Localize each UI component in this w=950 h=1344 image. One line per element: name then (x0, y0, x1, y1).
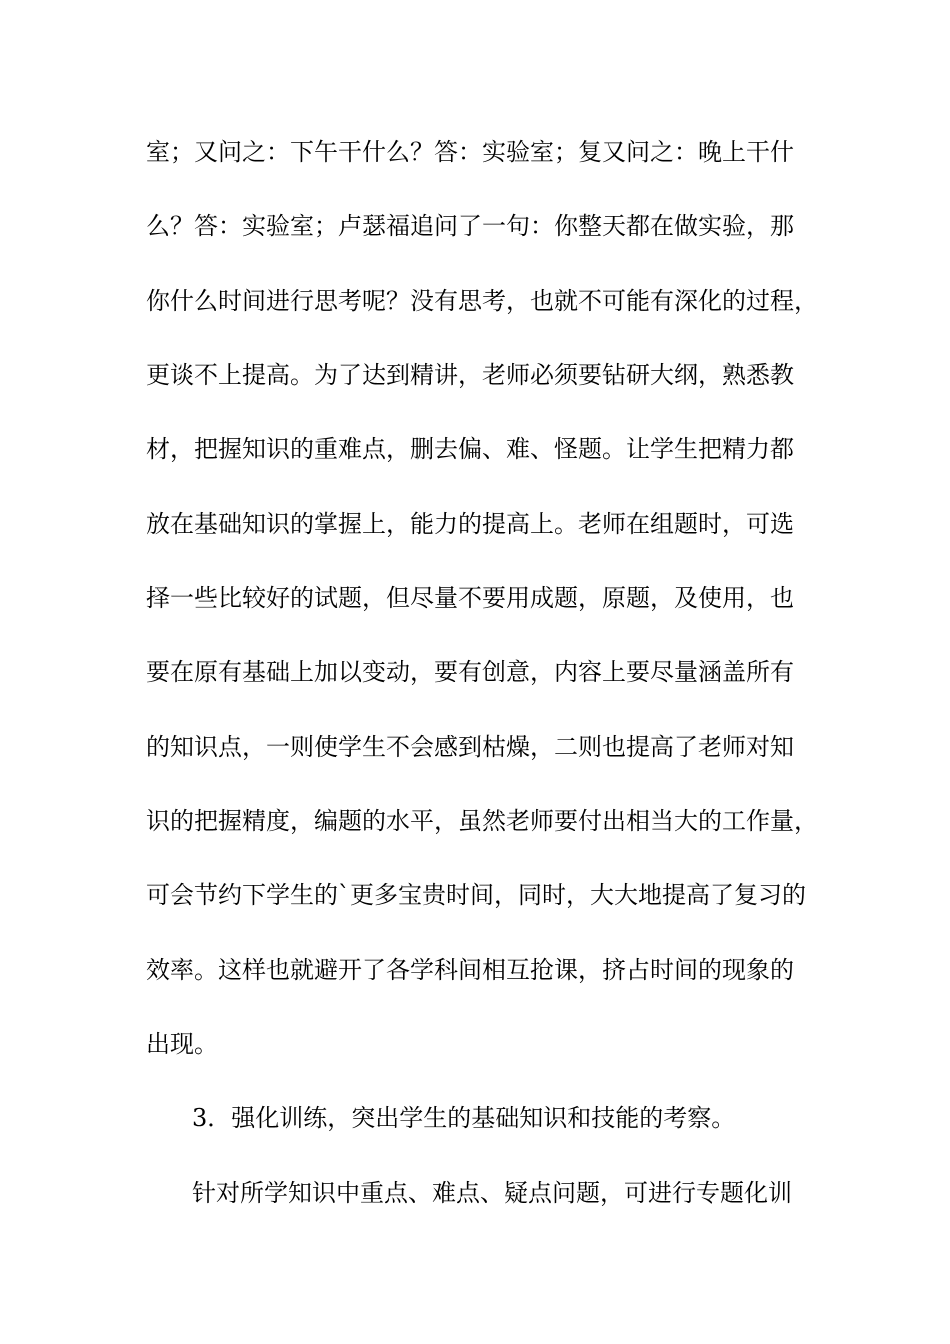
text-line: 出现。 (146, 1030, 218, 1058)
text-line: 识的把握精度，编题的水平，虽然老师要付出相当大的工作量， (146, 807, 818, 835)
text-line: 择一些比较好的试题，但尽量不要用成题，原题，及使用，也 (146, 584, 794, 612)
text-line: 材，把握知识的重难点，删去偏、难、怪题。让学生把精力都 (146, 435, 794, 463)
text-line: 室；又问之：下午干什么？答：实验室；复又问之：晚上干什 (146, 138, 794, 166)
text-line: 效率。这样也就避开了各学科间相互抢课，挤占时间的现象的 (146, 956, 794, 984)
text-line: 你什么时间进行思考呢？没有思考，也就不可能有深化的过程， (146, 287, 818, 315)
text-line: 么？答：实验室；卢瑟福追问了一句：你整天都在做实验，那 (146, 212, 794, 240)
text-line: 更谈不上提高。为了达到精讲，老师必须要钻研大纲，熟悉教 (146, 361, 794, 389)
paragraph-start-line: 针对所学知识中重点、难点、疑点问题，可进行专题化训 (192, 1179, 792, 1207)
text-line: 的知识点，一则使学生不会感到枯燥，二则也提高了老师对知 (146, 733, 794, 761)
text-line: 要在原有基础上加以变动，要有创意，内容上要尽量涵盖所有 (146, 658, 794, 686)
text-line: 可会节约下学生的`更多宝贵时间，同时，大大地提高了复习的 (146, 881, 806, 909)
section-heading: 3．强化训练，突出学生的基础知识和技能的考察。 (192, 1104, 736, 1132)
text-line: 放在基础知识的掌握上，能力的提高上。老师在组题时，可选 (146, 510, 794, 538)
